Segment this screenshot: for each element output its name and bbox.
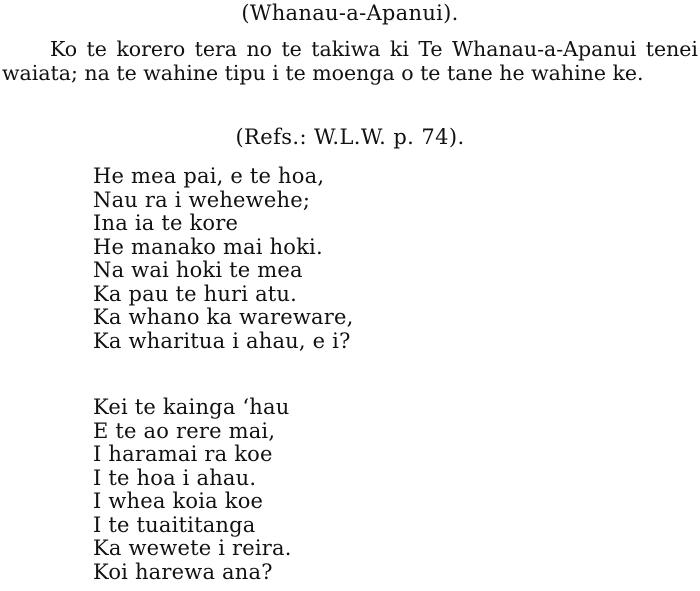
poem-line: E te ao rere mai, [93,418,276,443]
poem-stanza-2 [93,396,513,584]
poem-line: Na wai hoki te mea [93,258,303,282]
poem-line: I te hoa i ahau. [93,465,257,490]
poem-line: Nau ra i wehewehe; [93,187,311,212]
intro-text: Ko te korero tera no te takiwa ki Te Whanau-a-Apanui tenei waiata; na te wahine tipu i te moenga o te tane he wahine ke. [2,37,698,85]
poem-line: Kei te kainga ‘hau [93,395,290,419]
reference-line: (Refs.: W.L.W. p. 74). [235,125,465,149]
poem-line: Ka wharitua i ahau, e i? [93,328,351,353]
poem-line: Ka wewete i reira. [93,536,292,560]
poem-line: He mea pai, e te hoa, [93,164,325,188]
poem-line: Ka pau te huri atu. [93,281,298,306]
section-heading: (Whanau-a-Apanui). [241,1,459,25]
poem-line: Ina ia te kore [93,211,239,235]
poem-stanza-1 [93,165,513,353]
poem-line: He manako mai hoki. [93,234,323,259]
poem-line: Koi harewa ana? [93,559,273,584]
poem-line: I whea koia koe [93,489,264,513]
intro-paragraph [2,38,698,85]
poem-line: I haramai ra koe [93,442,273,466]
poem-line: I te tuaititanga [93,512,256,537]
poem-line: Ka whano ka wareware, [93,305,354,329]
